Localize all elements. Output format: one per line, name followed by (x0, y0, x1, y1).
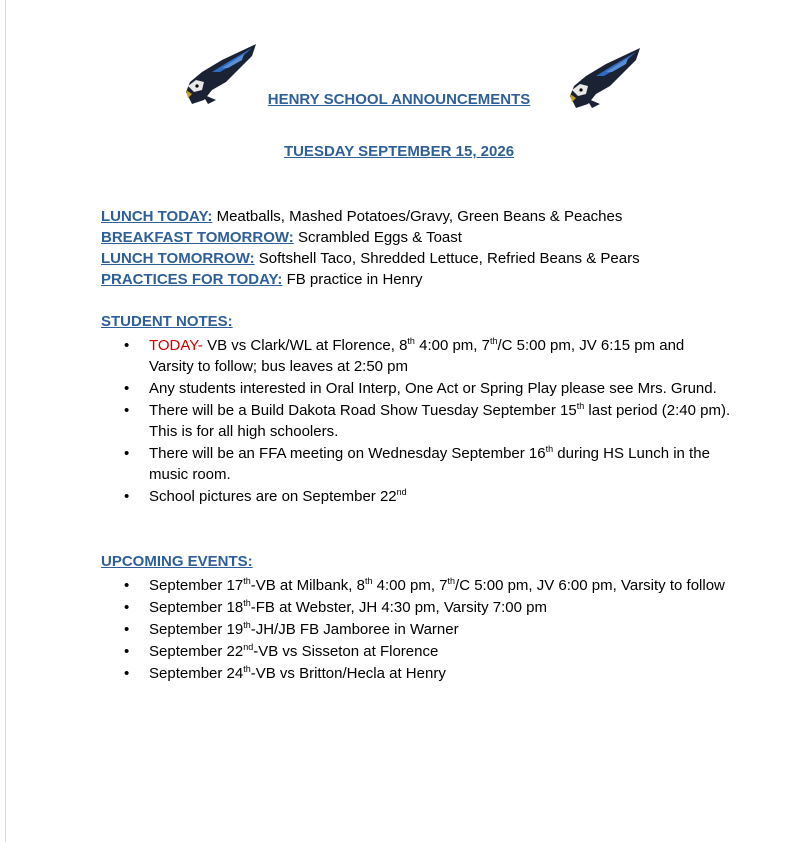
note-text: during HS Lunch in the music room. (149, 445, 710, 483)
ordinal-suffix: nd (243, 642, 254, 652)
lunch-tomorrow-line (101, 248, 640, 269)
event-text: -VB at Milbank, 8 (250, 577, 365, 594)
list-item (101, 400, 731, 442)
page-edge (5, 0, 6, 842)
list-item (101, 486, 731, 507)
list-item (101, 663, 731, 684)
list-item (101, 575, 731, 596)
ordinal-suffix: th (489, 336, 498, 346)
breakfast-tomorrow-value: Scrambled Eggs & Toast (293, 229, 462, 246)
note-text: There will be an FFA meeting on Wednesday September 16 (149, 445, 546, 462)
note-text: 4:00 pm, 7 (414, 337, 490, 354)
ordinal-suffix: th (407, 336, 415, 346)
ordinal-suffix: th (243, 598, 251, 608)
list-item (101, 335, 731, 377)
event-text: 4:00 pm, 7 (372, 577, 448, 594)
lunch-today-line (101, 206, 640, 227)
breakfast-tomorrow-line (101, 227, 640, 248)
ordinal-suffix: th (364, 576, 373, 586)
event-text: September 18 (149, 599, 244, 616)
event-text: -JH/JB FB Jamboree in Warner (250, 621, 459, 638)
ordinal-suffix: nd (396, 487, 407, 497)
student-notes-list (101, 335, 731, 508)
date-heading: TUESDAY SEPTEMBER 15, 2026 (283, 143, 515, 160)
lunch-tomorrow-value: Softshell Taco, Shredded Lettuce, Refried Beans & Pears (254, 250, 640, 267)
event-text: -FB at Webster, JH 4:30 pm, Varsity 7:00 pm (250, 599, 547, 616)
ordinal-suffix: th (243, 576, 251, 586)
note-text: School pictures are on September 22 (149, 488, 397, 505)
note-text: There will be a Build Dakota Road Show Tuesday September 15 (149, 402, 577, 419)
list-item (101, 597, 731, 618)
event-text: September 17 (149, 577, 244, 594)
student-notes-heading: STUDENT NOTES: (101, 313, 233, 330)
page-title: HENRY SCHOOL ANNOUNCEMENTS (267, 91, 531, 108)
meal-info (101, 206, 640, 290)
list-item (101, 378, 731, 399)
lunch-tomorrow-label: LUNCH TOMORROW: (101, 250, 255, 267)
lunch-today-label: LUNCH TODAY: (101, 208, 213, 225)
practices-label: PRACTICES FOR TODAY: (101, 271, 283, 288)
list-item (101, 641, 731, 662)
note-text: Any students interested in Oral Interp, One Act or Spring Play please see Mrs. Grund. (149, 380, 717, 397)
ordinal-suffix: th (576, 401, 585, 411)
list-item (101, 619, 731, 640)
practices-line (101, 269, 640, 290)
event-text: -VB vs Sisseton at Florence (253, 643, 439, 660)
lunch-today-value: Meatballs, Mashed Potatoes/Gravy, Green Beans & Peaches (212, 208, 623, 225)
upcoming-events-list (101, 575, 731, 685)
today-marker: TODAY- (149, 337, 203, 354)
ordinal-suffix: th (243, 620, 251, 630)
event-text: -VB vs Britton/Hecla at Henry (250, 665, 446, 682)
breakfast-tomorrow-label: BREAKFAST TOMORROW: (101, 229, 294, 246)
event-text: /C 5:00 pm, JV 6:00 pm, Varsity to follow (455, 577, 725, 594)
list-item (101, 443, 731, 485)
note-text: last period (2:40 pm). This is for all high schoolers. (149, 402, 731, 440)
ordinal-suffix: th (243, 664, 251, 674)
note-text: /C 5:00 pm, JV 6:15 pm and Varsity to follow; bus leaves at 2:50 pm (149, 337, 685, 375)
event-text: September 19 (149, 621, 244, 638)
practices-value: FB practice in Henry (282, 271, 423, 288)
event-text: September 24 (149, 665, 244, 682)
note-text: VB vs Clark/WL at Florence, 8 (202, 337, 408, 354)
ordinal-suffix: th (447, 576, 456, 586)
event-text: September 22 (149, 643, 244, 660)
upcoming-events-heading: UPCOMING EVENTS: (101, 553, 253, 570)
ordinal-suffix: th (545, 444, 554, 454)
